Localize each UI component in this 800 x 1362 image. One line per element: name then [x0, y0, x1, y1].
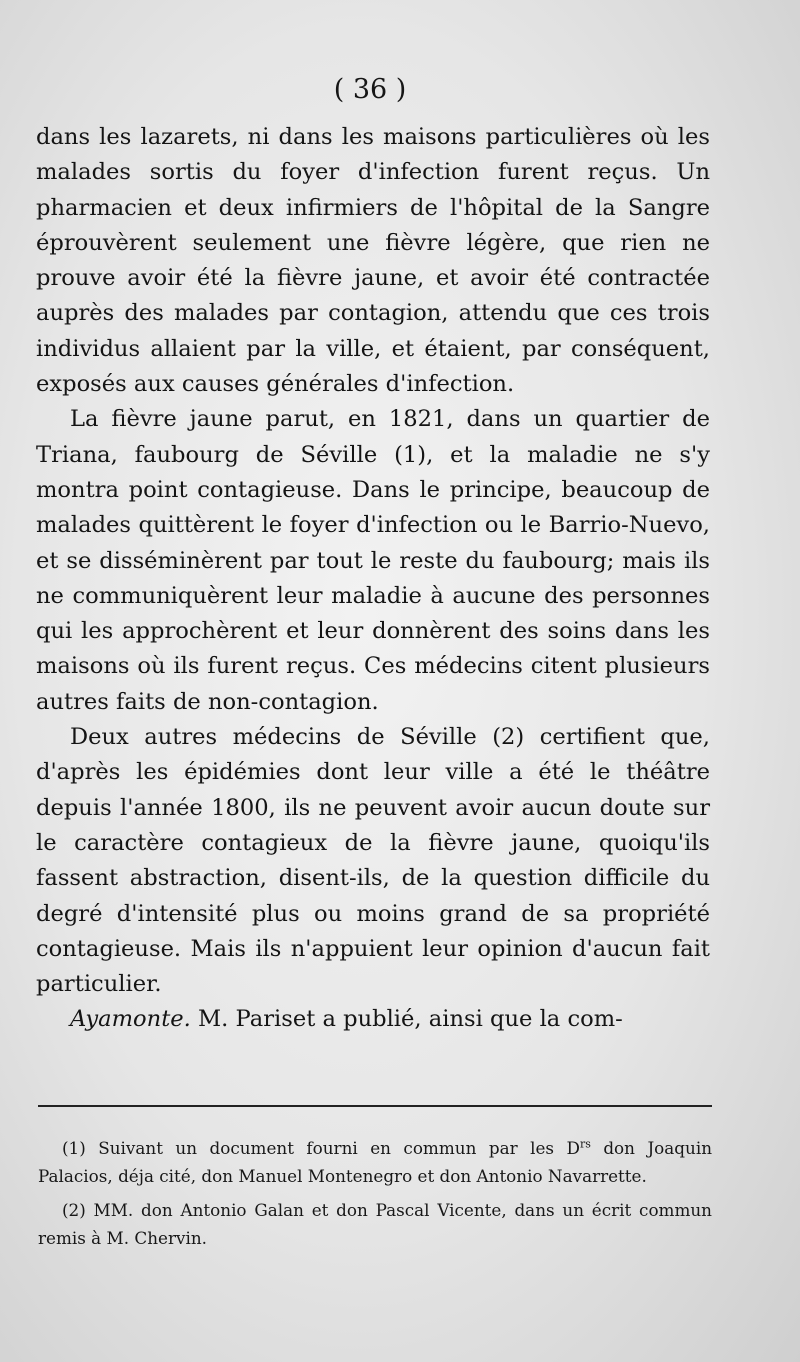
paragraph-1: dans les lazarets, ni dans les maisons particulières où les malades sortis du foyer d'infection furent reçus. Un pharmacien et deux infirmiers de l'hôpital de la Sangre éprouvèrent seulement une fièvre légère, que rien ne prouve avoir été la fièvre jaune, et avoir été contractée auprès des malades par contagion, attendu que ces trois individus allaient par la ville, et étaient, par conséquent, exposés aux causes générales d'infection.: [36, 124, 710, 398]
footnotes: [38, 1134, 712, 1258]
footnote-1-superscript: rs: [579, 1137, 591, 1151]
footnote-1-prefix: (1) Suivant un document fourni en commun par les D: [62, 1138, 580, 1158]
footnote-divider: [38, 1105, 712, 1107]
footnote-1-rest: don Joaquin Palacios, déja cité, don Manuel Montenegro et don Antonio Navarrette.: [38, 1138, 713, 1186]
paragraph-4: [36, 1002, 710, 1037]
main-text: [36, 120, 710, 1038]
page-number: ( 36 ): [333, 74, 407, 105]
paragraph-3: Deux autres médecins de Séville (2) certifient que, d'après les épidémies dont leur ville a été le théâtre depuis l'année 1800, ils ne peuvent avoir aucun doute sur le caractère contagieux de la fièvre jaune, quoiqu'ils fassent abstraction, disent-ils, de la question difficile du degré d'intensité plus ou moins grand de sa propriété contagieuse. Mais ils n'appuient leur opinion d'aucun fait particulier.: [36, 724, 710, 998]
place-name: Ayamonte.: [70, 1006, 191, 1033]
footnote-1: [38, 1134, 712, 1190]
paragraph-2: La fièvre jaune parut, en 1821, dans un quartier de Triana, faubourg de Séville (1), et la maladie ne s'y montra point contagieuse. Dans le principe, beaucoup de malades quittèrent le foyer d'infection ou le Barrio-Nuevo, et se disséminèrent par tout le reste du faubourg; mais ils ne communiquèrent leur maladie à aucune des personnes qui les approchèrent et leur donnèrent des soins dans les maisons où ils furent reçus. Ces médecins citent plusieurs autres faits de non-contagion.: [36, 406, 710, 715]
paragraph-4-text: M. Pariset a publié, ainsi que la com-: [190, 1006, 623, 1033]
footnote-2: (2) MM. don Antonio Galan et don Pascal Vicente, dans un écrit commun remis à M. Chervin.: [38, 1200, 712, 1248]
